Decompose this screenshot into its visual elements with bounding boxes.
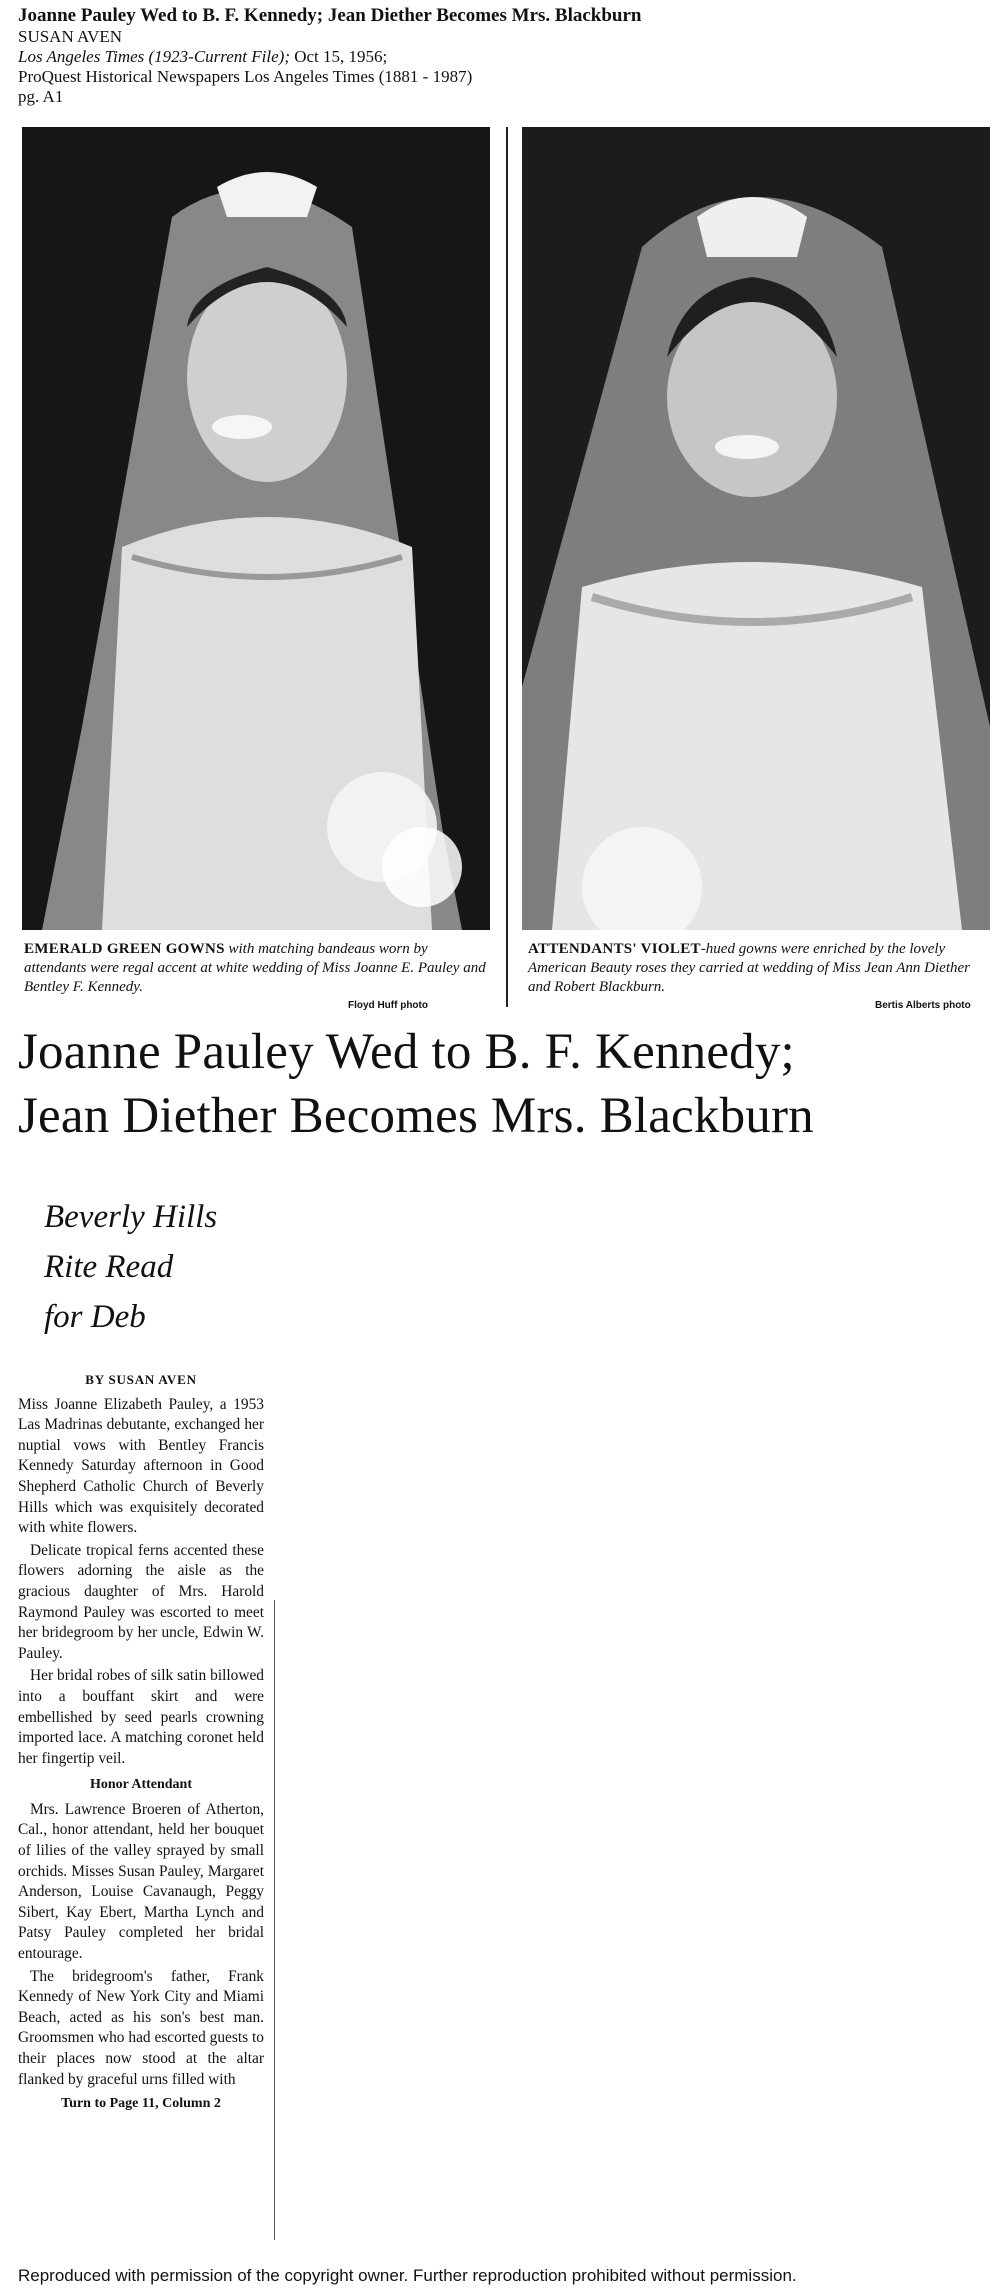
caption-left-lead: EMERALD GREEN GOWNS [24,941,225,957]
caption-right-lead: ATTENDANTS' VIOLET [528,941,701,957]
source-name: Los Angeles Times (1923-Current File); [18,47,290,66]
author-line: SUSAN AVEN [18,27,123,46]
citation-header [18,4,978,107]
caption-right-body: -hued gowns were enriched by the lovely American Beauty roses they carried at wedding of Miss Jean Ann Diether and Robert Blackburn. [528,941,970,995]
paragraph-2: Delicate tropical ferns accented these flowers adorning the aisle as the gracious daughter of Mrs. Harold Raymond Pauley was escorted to meet her bridegroom by her uncle, Edwin W. Pauley. [18,1541,264,1662]
subheadline [44,1192,344,1342]
subheadline-line-3: for Deb [44,1299,146,1335]
subheadline-line-1: Beverly Hills [44,1199,218,1235]
byline: BY SUSAN AVEN [85,1372,197,1387]
caption-left [24,940,492,997]
headline [18,1020,988,1148]
section-subhead: Honor Attendant [89,1777,193,1793]
source-line [18,47,978,67]
headline-line-1: Joanne Pauley Wed to B. F. Kennedy; [18,1024,795,1080]
bride-photo-right [522,127,990,930]
paragraph-1: Miss Joanne Elizabeth Pauley, a 1953 Las Madrinas debutante, exchanged her nuptial vows with Bentley Francis Kennedy Saturday afternoon in Good Shepherd Catholic Church of Beverly Hills which was exquisitely decorated with white flowers. [18,1395,264,1537]
paragraph-5: The bridegroom's father, Frank Kennedy of New York City and Miami Beach, acted as his son's best man. Groomsmen who had escorted guests to their places now stood at the altar flanked by graceful urns filled with [18,1967,264,2088]
article-title: Joanne Pauley Wed to B. F. Kennedy; Jean Diether Becomes Mrs. Blackburn [18,5,642,26]
jump-line: Turn to Page 11, Column 2 [61,2096,221,2112]
headline-line-2: Jean Diether Becomes Mrs. Blackburn [18,1088,814,1144]
caption-right [528,940,983,997]
article-column [18,1370,264,2115]
source-date: Oct 15, 1956; [289,47,388,66]
database-line: ProQuest Historical Newspapers Los Angeles Times (1881 - 1987) [18,67,473,86]
subheadline-line-2: Rite Read [44,1249,174,1285]
photo-credit-left: Floyd Huff photo [348,1000,428,1011]
paragraph-3: Her bridal robes of silk satin billowed into a bouffant skirt and were embellished by seed pearls crowning imported lace. A matching coronet held her fingertip veil. [18,1667,264,1767]
photo-credit-right: Bertis Alberts photo [875,1000,971,1011]
copyright-footer: Reproduced with permission of the copyright owner. Further reproduction prohibited without permission. [18,2266,797,2285]
bride-photo-left [22,127,490,930]
paragraph-4: Mrs. Lawrence Broeren of Atherton, Cal., honor attendant, held her bouquet of lilies of the valley sprayed by small orchids. Misses Susan Pauley, Margaret Anderson, Louise Cavanaugh, Peggy Sibert, Kay Ebert, Martha Lynch and Patsy Pauley completed her bridal entourage. [18,1800,264,1963]
photo-divider [506,127,508,1007]
column-rule [274,1600,275,2240]
page-line: pg. A1 [18,87,64,106]
caption-left-body: with matching bandeaus worn by attendants were regal accent at white wedding of Miss Joanne E. Pauley and Bentley F. Kennedy. [24,941,486,995]
